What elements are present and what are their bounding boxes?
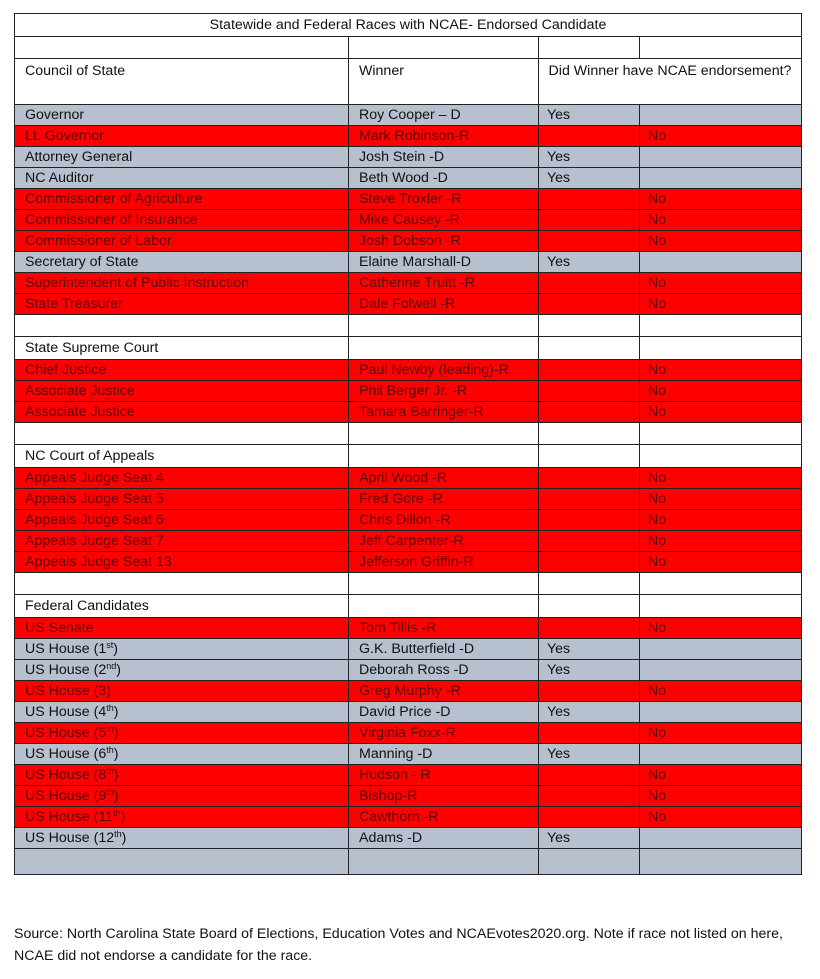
empty-cell [640,423,802,445]
table-title: Statewide and Federal Races with NCAE- Endorsed Candidate [15,14,802,37]
office-name: US House (8 [25,767,107,783]
endorsed-no-cell: No [640,765,802,786]
empty-cell [349,315,539,337]
endorsed-no-cell: No [640,402,802,423]
office-cell: Superintendent of Public Instruction [15,273,349,294]
office-cell: Commissioner of Insurance [15,210,349,231]
ordinal-suffix: st [106,640,114,650]
office-name: US House (11 [25,809,114,825]
empty-cell [640,595,802,618]
endorsed-no-cell: No [640,381,802,402]
office-cell: Governor [15,105,349,126]
races-table-body [15,14,802,875]
source-note: Source: North Carolina State Board of Elections, Education Votes and NCAEvotes2020.org. Note if race not listed on here, NCAE did not endorse a candidate for the race. [14,926,783,964]
header-office: Council of State [15,59,349,105]
winner-cell: Fred Gore -R [349,489,539,510]
endorsed-no-cell: No [640,189,802,210]
endorsed-no-cell [640,828,802,849]
endorsed-no-cell: No [640,510,802,531]
office-cell: Chief Justice [15,360,349,381]
office-name: US House (4 [25,704,107,720]
office-cell: Lt. Governor [15,126,349,147]
office-name: US House (12 [25,830,115,846]
section-header-row [15,595,802,618]
endorsed-yes-cell [539,681,640,702]
endorsed-yes-cell [539,723,640,744]
races-table-container [14,13,801,875]
endorsed-yes-cell [539,786,640,807]
table-row [15,828,802,849]
ordinal-suffix: th [106,703,114,713]
winner-cell: Mark Robinson-R [349,126,539,147]
endorsed-yes-cell: Yes [539,147,640,168]
endorsed-yes-cell: Yes [539,660,640,681]
table-row [15,660,802,681]
empty-cell [539,595,640,618]
office-cell: Appeals Judge Seat 6 [15,510,349,531]
endorsed-no-cell: No [640,723,802,744]
winner-cell: Tom Tillis -R [349,618,539,639]
endorsed-no-cell: No [640,294,802,315]
table-row [15,786,802,807]
winner-cell: David Price -D [349,702,539,723]
empty-cell [15,315,349,337]
table-title-row [15,14,802,37]
office-name: US House (1 [25,641,107,657]
endorsed-yes-cell [539,126,640,147]
endorsed-yes-cell: Yes [539,828,640,849]
office-cell [15,744,349,765]
office-cell [15,786,349,807]
empty-cell [349,37,539,59]
endorsed-yes-cell [539,510,640,531]
endorsed-no-cell: No [640,231,802,252]
office-cell: Appeals Judge Seat 7 [15,531,349,552]
empty-cell [539,315,640,337]
office-cell [15,639,349,660]
table-row [15,273,802,294]
table-row [15,681,802,702]
table-row [15,531,802,552]
table-row [15,252,802,273]
empty-cell [349,445,539,468]
office-close: ) [113,704,119,720]
office-cell: US Senate [15,618,349,639]
table-row [15,105,802,126]
table-row [15,510,802,531]
empty-cell [539,573,640,595]
table-row [15,168,802,189]
endorsed-no-cell [640,639,802,660]
ordinal-suffix: th [106,724,114,734]
winner-cell: Josh Stein -D [349,147,539,168]
winner-cell: Dale Folwell -R [349,294,539,315]
table-row [15,744,802,765]
table-row [15,723,802,744]
office-cell: Commissioner of Labor [15,231,349,252]
table-row [15,210,802,231]
endorsed-no-cell: No [640,681,802,702]
endorsed-no-cell [640,147,802,168]
empty-cell [539,37,640,59]
office-cell: State Treasurer [15,294,349,315]
empty-cell [539,849,640,875]
empty-cell [15,423,349,445]
endorsed-yes-cell [539,552,640,573]
endorsed-yes-cell: Yes [539,252,640,273]
endorsed-no-cell: No [640,468,802,489]
endorsed-no-cell [640,660,802,681]
section-header-row [15,445,802,468]
table-row [15,765,802,786]
winner-cell: Jeff Carpenter-R [349,531,539,552]
endorsed-yes-cell [539,468,640,489]
empty-cell [640,849,802,875]
endorsed-no-cell: No [640,489,802,510]
table-row [15,147,802,168]
office-cell [15,807,349,828]
office-cell [15,723,349,744]
office-close: ) [113,746,119,762]
endorsed-yes-cell [539,381,640,402]
winner-cell: Steve Troxler -R [349,189,539,210]
header-endorsement: Did Winner have NCAE endorsement? [539,59,802,105]
endorsed-yes-cell [539,807,640,828]
office-cell [15,828,349,849]
empty-cell [15,37,349,59]
empty-cell [640,573,802,595]
empty-cell [15,573,349,595]
office-close: ) [116,662,121,678]
section-title: NC Court of Appeals [15,445,349,468]
winner-cell: Roy Cooper – D [349,105,539,126]
table-row [15,468,802,489]
winner-cell: Greg Murphy -R [349,681,539,702]
endorsed-no-cell [640,105,802,126]
endorsed-yes-cell [539,273,640,294]
endorsed-yes-cell: Yes [539,702,640,723]
office-name: US House (6 [25,746,107,762]
table-row [15,402,802,423]
table-row [15,231,802,252]
empty-cell [640,445,802,468]
office-cell: Appeals Judge Seat 4 [15,468,349,489]
office-close: ) [113,767,119,783]
winner-cell: April Wood -R [349,468,539,489]
table-row [15,126,802,147]
ordinal-suffix: th [106,766,114,776]
table-row [15,639,802,660]
section-title: Federal Candidates [15,595,349,618]
column-header-row [15,59,802,105]
ordinal-suffix: nd [106,661,117,671]
endorsed-yes-cell [539,189,640,210]
table-row [15,360,802,381]
office-cell: Appeals Judge Seat 5 [15,489,349,510]
empty-cell [349,423,539,445]
winner-cell: Hudson - R [349,765,539,786]
endorsed-no-cell [640,252,802,273]
endorsed-no-cell: No [640,807,802,828]
endorsed-no-cell: No [640,210,802,231]
table-row [15,381,802,402]
office-close: ) [113,725,119,741]
winner-cell: Manning -D [349,744,539,765]
spacer-row [15,849,802,875]
winner-cell: Paul Newby (leading)-R [349,360,539,381]
spacer-row [15,423,802,445]
winner-cell: Catherine Truitt -R [349,273,539,294]
endorsed-no-cell: No [640,552,802,573]
office-cell: Attorney General [15,147,349,168]
table-row [15,552,802,573]
office-name: US House (9 [25,788,107,804]
spacer-row [15,573,802,595]
winner-cell: Elaine Marshall-D [349,252,539,273]
table-row [15,807,802,828]
endorsed-yes-cell: Yes [539,168,640,189]
empty-cell [349,337,539,360]
office-cell: Appeals Judge Seat 13 [15,552,349,573]
endorsed-no-cell [640,744,802,765]
table-row [15,294,802,315]
office-close: ) [121,830,127,846]
endorsed-yes-cell [539,618,640,639]
empty-cell [349,595,539,618]
endorsed-no-cell: No [640,531,802,552]
spacer-row [15,315,802,337]
endorsed-no-cell: No [640,618,802,639]
empty-cell [640,315,802,337]
office-cell [15,702,349,723]
endorsed-no-cell [640,168,802,189]
endorsed-yes-cell [539,402,640,423]
winner-cell: Chris Dillon -R [349,510,539,531]
empty-cell [640,337,802,360]
spacer-row [15,37,802,59]
endorsed-no-cell: No [640,786,802,807]
office-cell: Commissioner of Agriculture [15,189,349,210]
ordinal-suffix: th [113,808,121,818]
winner-cell: Bishop-R [349,786,539,807]
ordinal-suffix: th [106,745,114,755]
endorsed-yes-cell [539,231,640,252]
office-cell: Associate Justice [15,381,349,402]
endorsed-yes-cell [539,360,640,381]
empty-cell [349,849,539,875]
office-close: ) [120,809,126,825]
section-header-row [15,337,802,360]
empty-cell [539,337,640,360]
office-name: US House (2 [25,662,107,678]
office-cell: US House (3) [15,681,349,702]
office-close: ) [113,788,119,804]
table-row [15,489,802,510]
endorsed-yes-cell [539,489,640,510]
empty-cell [15,849,349,875]
office-cell: NC Auditor [15,168,349,189]
endorsed-yes-cell [539,765,640,786]
office-cell [15,660,349,681]
endorsed-yes-cell: Yes [539,639,640,660]
winner-cell: Jefferson Griffin-R [349,552,539,573]
endorsed-no-cell: No [640,273,802,294]
winner-cell: Adams -D [349,828,539,849]
endorsed-no-cell: No [640,360,802,381]
empty-cell [539,445,640,468]
office-cell [15,765,349,786]
winner-cell: Virginia Foxx-R [349,723,539,744]
office-close: ) [113,641,118,657]
table-row [15,189,802,210]
empty-cell [640,37,802,59]
races-table [14,13,802,875]
ordinal-suffix: th [106,787,114,797]
empty-cell [539,423,640,445]
winner-cell: Mike Causey -R [349,210,539,231]
winner-cell: G.K. Butterfield -D [349,639,539,660]
office-cell: Associate Justice [15,402,349,423]
winner-cell: Phil Berger Jr. -R [349,381,539,402]
office-name: US House (5 [25,725,107,741]
endorsed-yes-cell [539,210,640,231]
endorsed-yes-cell: Yes [539,744,640,765]
winner-cell: Tamara Barringer-R [349,402,539,423]
winner-cell: Beth Wood -D [349,168,539,189]
header-winner: Winner [349,59,539,105]
table-row [15,702,802,723]
endorsed-no-cell: No [640,126,802,147]
endorsed-no-cell [640,702,802,723]
section-title: State Supreme Court [15,337,349,360]
office-cell: Secretary of State [15,252,349,273]
endorsed-yes-cell: Yes [539,105,640,126]
endorsed-yes-cell [539,531,640,552]
empty-cell [349,573,539,595]
winner-cell: Josh Dobson -R [349,231,539,252]
winner-cell: Deborah Ross -D [349,660,539,681]
ordinal-suffix: th [114,829,122,839]
winner-cell: Cawthorn -R [349,807,539,828]
table-row [15,618,802,639]
endorsed-yes-cell [539,294,640,315]
